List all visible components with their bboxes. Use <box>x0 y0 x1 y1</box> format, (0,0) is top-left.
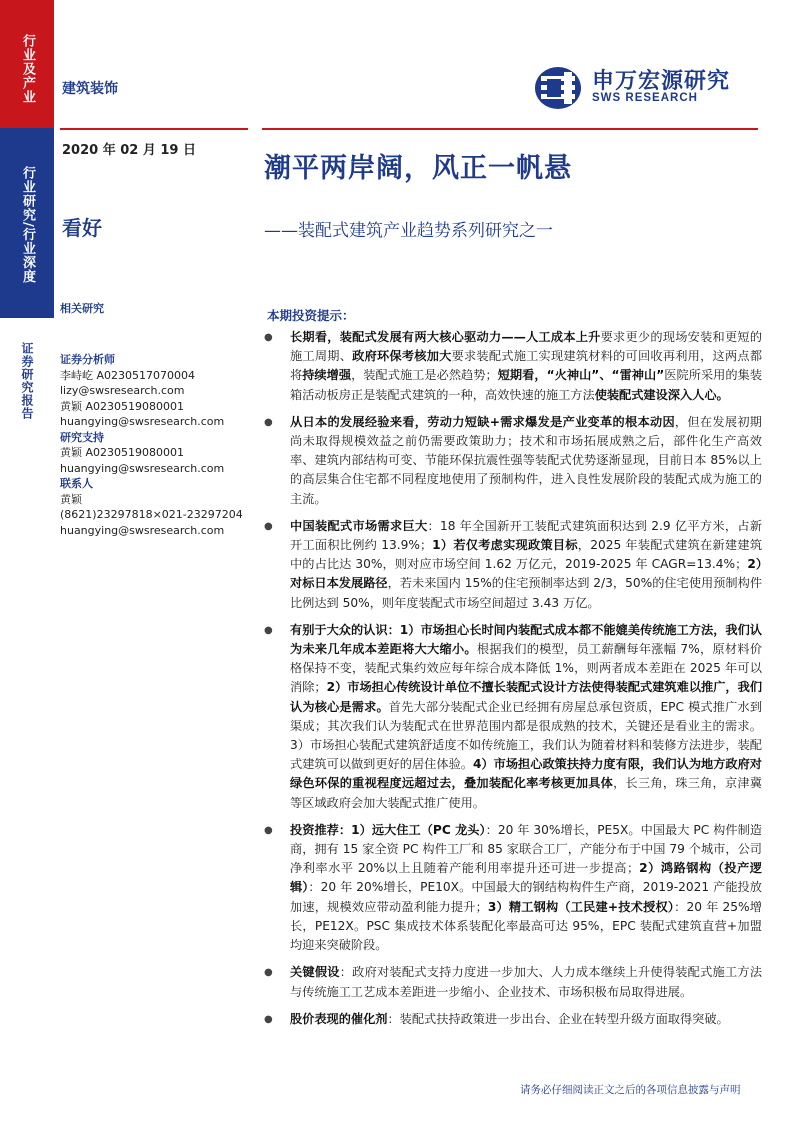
highlight-item <box>262 413 762 509</box>
contact-phone: (8621)23297818×021-23297204 <box>60 508 243 521</box>
highlight-item <box>262 328 762 405</box>
sidebar-block-report-type <box>0 128 54 318</box>
report-date: 2020 年 02 月 19 日 <box>62 143 196 158</box>
highlight-bold-text: 从日本的发展经验来看，劳动力短缺+需求爆发是产业变革的根本动因 <box>290 414 675 429</box>
highlight-bold-text: 投资推荐：1）远大住工（PC 龙头） <box>290 822 486 837</box>
highlight-text: ，2025 年装配式建筑在新建建筑中的占比达 30%，则对应市场空间 1.62 万亿元，2019-2025 年 CAGR=13.4%； <box>290 538 763 572</box>
highlight-bold-text: 政府环保考核加大 <box>352 349 452 364</box>
rating: 看好 <box>62 216 102 240</box>
logo-globe-icon <box>534 66 584 110</box>
highlight-bold-text: 1）若仅考虑实现政策目标 <box>432 538 578 553</box>
highlight-text: 首先大部分装配式企业已经拥有房屋总承包资质，EPC 模式推广水到渠成；其次我们认为装配式在世界范围内都是很成熟的技术，关键还是看业主的需求。3）市场担心装配式建筑舒适度不如传统施工，我们认为随着材料和装修方法进步，装配式建筑可以做到更好的居住体验。 <box>290 699 763 772</box>
highlight-text: ：政府对装配式支持力度进一步加大、人力成本继续上升使得装配式施工方法与传统施工工艺成本差距进一步缩小、企业技术、市场积极布局取得进展。 <box>290 965 763 999</box>
divider-right <box>262 128 758 130</box>
logo-english-name: SWS RESEARCH <box>592 92 698 104</box>
analyst-line: 李峙屹 A0230517070004 <box>60 368 196 382</box>
investment-highlights-list <box>262 328 762 1037</box>
highlight-bold-text: 4）市场担心政策扶持力度有限，我们认为地方政府对绿色环保的重视程度远超过去，叠加装配化率考核更加具体 <box>290 757 762 791</box>
analyst-email[interactable]: huangying@swsresearch.com <box>60 415 225 428</box>
highlight-text: 根据我们的模型，员工薪酬每年涨幅 7%，原材料价格保持不变，装配式集约效应每年综合成本降低 1%，则两者成本差距在 2025 年可以消除； <box>290 642 763 695</box>
contact-email[interactable]: huangying@swsresearch.com <box>60 523 225 537</box>
highlight-item <box>262 821 762 955</box>
highlight-bold-text: 2）市场担心传统设计单位不擅长装配式设计方法使得装配式建筑难以推广，我们认为核心是需求。 <box>290 680 763 714</box>
sidebar-label-securities: 证券研究报告 <box>20 342 34 420</box>
disclaimer-footer: 请务必仔细阅读正文之后的各项信息披露与声明 <box>520 1084 741 1096</box>
industry-name: 建筑装饰 <box>62 81 118 97</box>
highlight-bold-text: 3）精工钢构（工民建+技术授权） <box>487 899 675 914</box>
highlight-bold-text: 关键假设 <box>290 965 340 980</box>
highlight-text: 要求更少的现场安装和更短的施工周期、 <box>290 330 763 364</box>
sidebar-block-securities <box>0 332 54 442</box>
report-subtitle: ——装配式建筑产业趋势系列研究之一 <box>264 221 553 241</box>
highlight-item <box>262 621 762 813</box>
analysts-heading: 证券分析师 <box>60 353 115 366</box>
sidebar-label-industry: 行业及产业 <box>20 34 35 104</box>
highlight-text: ：20 年 25%增长，PE12X。PSC 集成技术体系装配化率最高可达 95%，EPC 装配式建筑直营+加盟均迎来突破阶段。 <box>290 899 762 953</box>
highlight-text: ，但在发展初期尚未取得规模效益之前仍需要政策助力；技术和市场拓展成熟之后，部件化生产高效率、建筑内部结构可变、节能环保抗震性强等装配式优势逐渐显现，目前日本 85%以上的高层集合住宅都不同程度地使用了预制构件，进入良性发展阶段的装配式成为施工的主流。 <box>290 414 762 506</box>
highlight-bold-text: 短期看，“火神山”、“雷神山” <box>497 368 665 383</box>
highlight-item <box>262 963 762 1001</box>
support-line: 黄颖 A0230519080001 <box>60 446 185 459</box>
highlight-bold-text: 持续增强 <box>302 368 352 383</box>
analyst-email[interactable]: lizy@swsresearch.com <box>60 384 185 397</box>
highlight-text: 要求装配式施工实现建筑材料的可回收再利用，这两点都将 <box>290 349 763 383</box>
highlight-item <box>262 517 762 613</box>
highlight-bold-text: 有别于大众的认识：1）市场担心长时间内装配式成本都不能媲美传统施工方法，我们认为未来几年成本差距将大大缩小。 <box>290 622 762 657</box>
support-heading: 研究支持 <box>60 430 104 444</box>
highlight-text: ，若未来国内 15%的住宅预制率达到 2/3，50%的住宅使用预制构件比例达到 50%，则年度装配式市场空间超过 3.43 万亿。 <box>290 576 763 610</box>
divider-left <box>60 128 248 130</box>
report-title: 潮平两岸阔，风正一帆悬 <box>264 153 572 184</box>
highlight-bold-text: 2）鸿路钢构（投产逻辑） <box>290 861 762 895</box>
sidebar-label-report-type: 行业研究/行业深度 <box>20 166 35 284</box>
support-email[interactable]: huangying@swsresearch.com <box>60 461 225 475</box>
highlight-text: ，装配式施工是必然趋势； <box>351 368 498 383</box>
highlight-text: ，长三角，珠三角，京津冀等区域政府会加大装配式推广使用。 <box>290 776 763 810</box>
highlight-item <box>262 1010 762 1029</box>
investment-highlights-heading: 本期投资提示： <box>267 308 355 323</box>
highlight-bold-text: 中国装配式市场需求巨大 <box>290 518 428 533</box>
highlight-bold-text: 长期看，装配式发展有两大核心驱动力——人工成本上升 <box>290 330 601 344</box>
highlight-text: ：18 年全国新开工装配式建筑面积达到 2.9 亿平方米，占新开工面积比例约 13.9%； <box>290 518 763 553</box>
highlight-bold-text: 2）对标日本发展路径 <box>290 557 762 591</box>
highlight-bold-text: 股价表现的催化剂 <box>290 1011 388 1026</box>
highlight-bold-text: 使装配式建设深入人心。 <box>594 387 729 402</box>
highlight-text: ：装配式扶持政策进一步出台、企业在转型升级方面取得突破。 <box>387 1011 729 1026</box>
sidebar-block-industry <box>0 0 54 128</box>
related-research-heading: 相关研究 <box>60 302 104 315</box>
company-logo <box>534 64 754 114</box>
analyst-line: 黄颖 A0230519080001 <box>60 399 185 413</box>
analyst-contacts <box>60 352 250 538</box>
contact-heading: 联系人 <box>60 477 93 490</box>
contact-name: 黄颖 <box>60 492 82 506</box>
highlight-text: ：20 年 30%增长，PE5X。中国最大 PC 构件制造商，拥有 15 家全资 PC 构件工厂和 85 家联合工厂，产能分布于中国 79 个城市，公司净利率水平 20%以上且随着产能利用率提升还可进一步提高； <box>290 822 763 876</box>
highlight-text: 医院所采用的集装箱活动板房正是装配式建筑的一种，高效快速的施工方法 <box>290 368 763 402</box>
sidebar <box>0 0 54 1122</box>
highlight-text: ：20 年 20%增长，PE10X。中国最大的钢结构构件生产商，2019-2021 产能投放加速，规模效应带动盈利能力提升； <box>290 880 762 914</box>
logo-chinese-name: 申万宏源研究 <box>592 69 731 94</box>
